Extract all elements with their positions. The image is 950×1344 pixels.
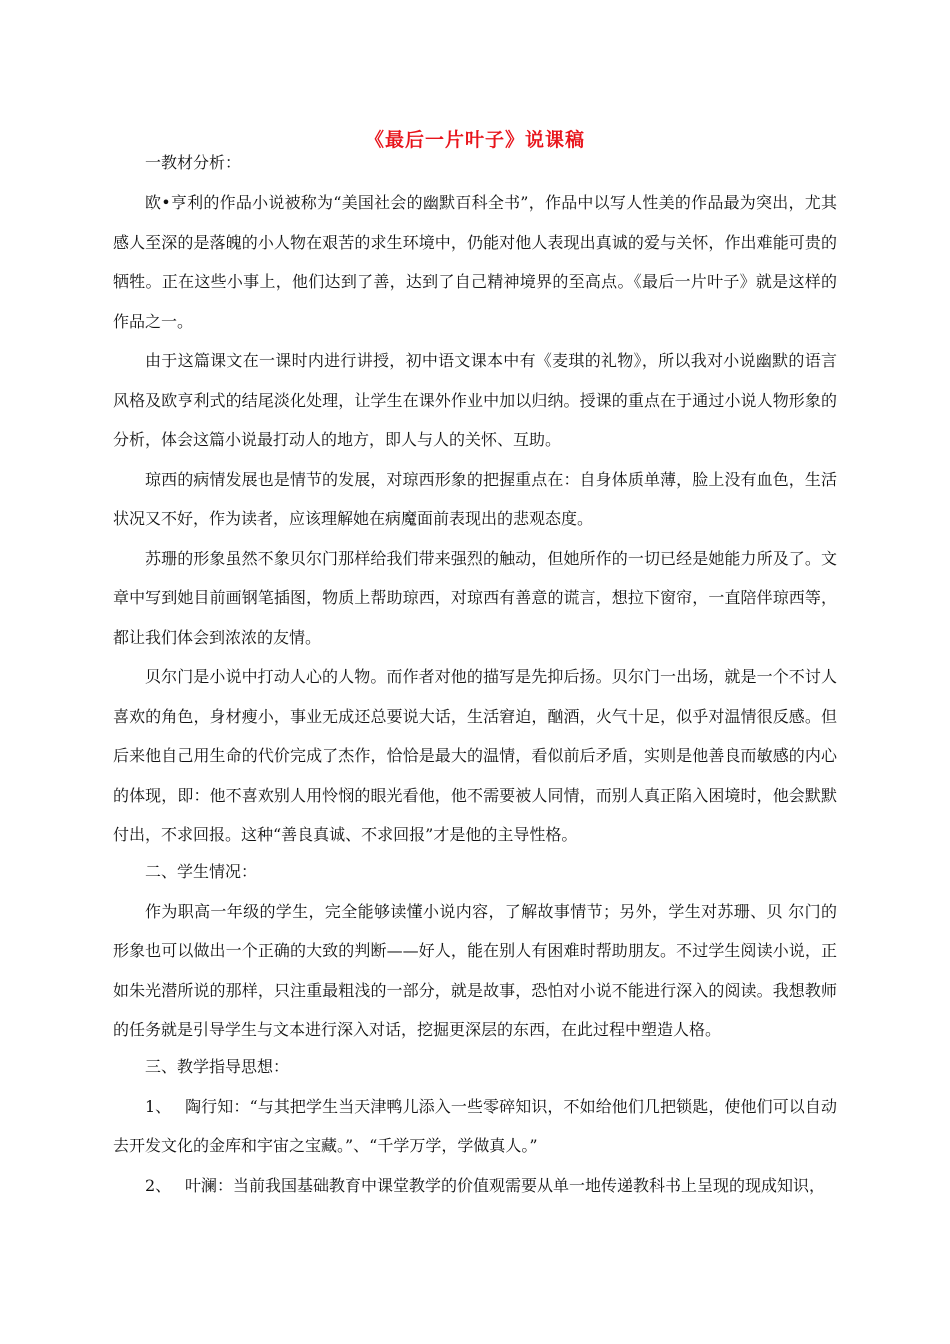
list-item-number: 1、	[145, 1096, 172, 1116]
list-item	[113, 1087, 837, 1166]
section-heading-3: 三、教学指导思想：	[145, 1056, 290, 1076]
list-item-text: 叶澜：当前我国基础教育中课堂教学的价值观需要从单一地传递教科书上呈现的现成知识，	[185, 1175, 826, 1195]
document-title: 《最后一片叶子》说课稿	[364, 129, 585, 151]
section-heading-2: 二、学生情况：	[145, 861, 258, 881]
paragraph: 苏珊的形象虽然不象贝尔门那样给我们带来强烈的触动，但她所作的一切已经是她能力所及了。文章中写到她目前画钢笔插图，物质上帮助琼西，对琼西有善意的谎言，想拉下窗帘，一直陪伴琼西等，都让我们体会到浓浓的友情。	[113, 548, 837, 647]
list-item-number: 2、	[145, 1175, 172, 1195]
paragraph: 由于这篇课文在一课时内进行讲授，初中语文课本中有《麦琪的礼物》，所以我对小说幽默的语言风格及欧亨利式的结尾淡化处理，让学生在课外作业中加以归纳。授课的重点在于通过小说人物形象的分析，体会这篇小说最打动人的地方，即人与人的关怀、互助。	[113, 351, 837, 449]
section-heading-1: 一教材分析：	[145, 153, 242, 172]
paragraph: 作为职高一年级的学生，完全能够读懂小说内容，了解故事情节；另外，学生对苏珊、贝 尔门的形象也可以做出一个正确的大致的判断——好人，能在别人有困难时帮助朋友。不过学生阅读小说，正如朱光潜所说的那样，只注重最粗浅的一部分，就是故事，恐怕对小说不能进行深入的阅读。我想教师的任务就是引导学生与文本进行深入对话，挖掘更深层的东西，在此过程中塑造人格。	[113, 901, 837, 1039]
paragraph: 贝尔门是小说中打动人心的人物。而作者对他的描写是先抑后扬。贝尔门一出场，就是一个不讨人喜欢的角色，身材瘦小，事业无成还总要说大话，生活窘迫，酗酒，火气十足，似乎对温情很反感。但后来他自己用生命的代价完成了杰作，恰恰是最大的温情，看似前后矛盾，实则是他善良而敏感的内心的体现，即：他不喜欢别人用怜悯的眼光看他，他不需要被人同情，而别人真正陷入困境时，他会默默付出，不求回报。这种“善良真诚、不求回报”才是他的主导性格。	[113, 667, 837, 844]
list-item	[113, 1166, 837, 1206]
list-item-text: 陶行知：“与其把学生当天津鸭儿添入一些零碎知识，不如给他们几把锁匙，使他们可以自动去开发文化的金库和宇宙之宝藏。”、“千学万学，学做真人。”	[113, 1096, 837, 1155]
document-body	[113, 148, 837, 1205]
paragraph: 琼西的病情发展也是情节的发展，对琼西形象的把握重点在：自身体质单薄，脸上没有血色，生活状况又不好，作为读者，应该理解她在病魔面前表现出的悲观态度。	[113, 469, 837, 528]
paragraph: 欧•亨利的作品小说被称为“美国社会的幽默百科全书”，作品中以写人性美的作品最为突出，尤其感人至深的是落魄的小人物在艰苦的求生环境中，仍能对他人表现出真诚的爱与关怀，作出难能可贵的牺牲。正在这些小事上，他们达到了善，达到了自己精神境界的至高点。《最后一片叶子》就是这样的作品之一。	[113, 193, 837, 331]
